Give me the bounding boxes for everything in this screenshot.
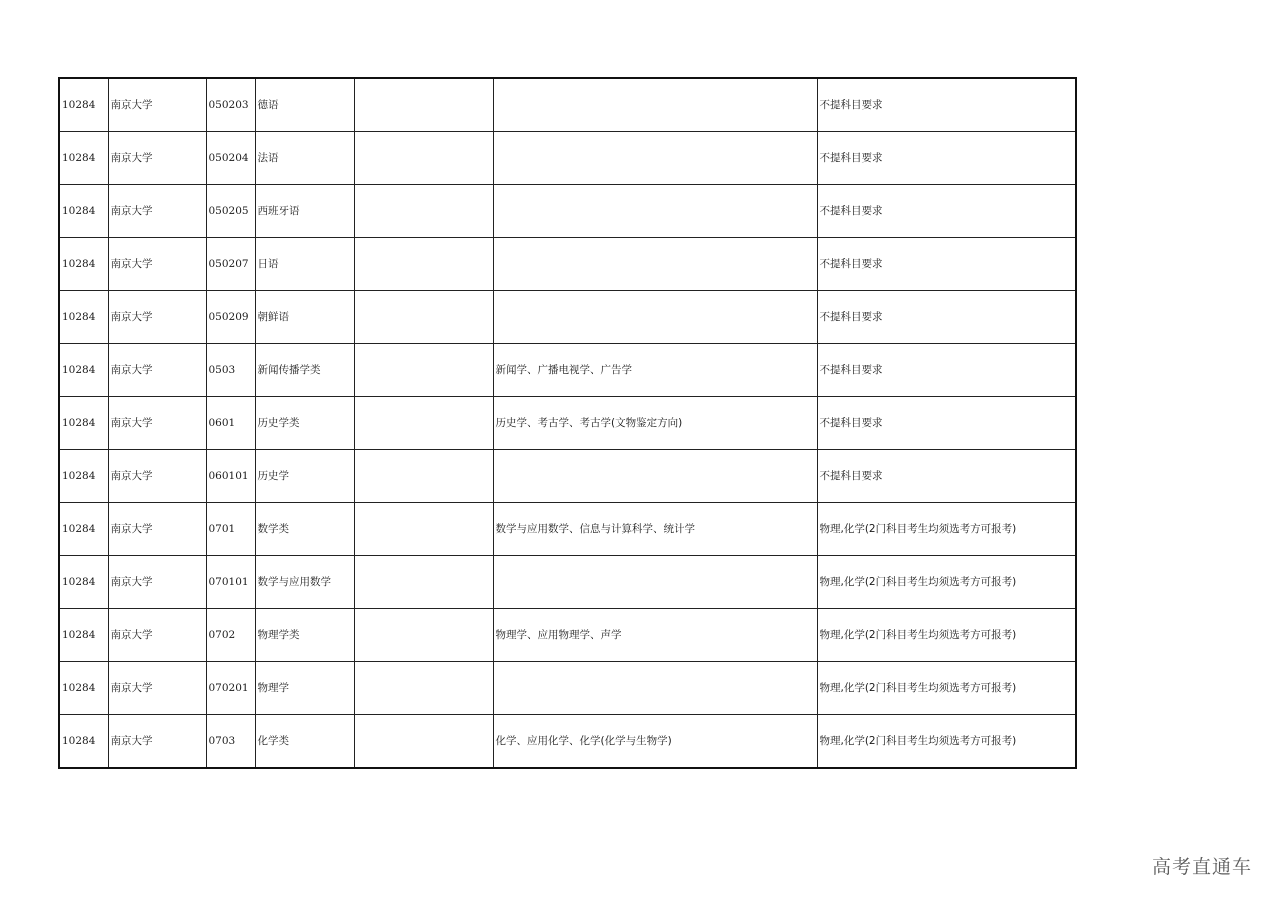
school-code-cell: 10284 [59,715,108,769]
school-name-cell: 南京大学 [108,238,206,291]
empty-cell [354,503,493,556]
subject-requirement-cell: 不提科目要求 [817,132,1076,185]
major-name-cell: 物理学 [255,662,354,715]
major-name-cell: 新闻传播学类 [255,344,354,397]
school-name-cell: 南京大学 [108,185,206,238]
empty-cell [354,450,493,503]
included-majors-cell [493,662,817,715]
empty-cell [354,291,493,344]
included-majors-cell: 化学、应用化学、化学(化学与生物学) [493,715,817,769]
empty-cell [354,132,493,185]
included-majors-cell [493,132,817,185]
major-code-cell: 0701 [206,503,255,556]
table-row [59,291,1076,344]
school-code-cell: 10284 [59,503,108,556]
major-code-cell: 0601 [206,397,255,450]
table-row [59,397,1076,450]
table-row [59,715,1076,769]
subject-requirement-cell: 不提科目要求 [817,344,1076,397]
included-majors-cell [493,185,817,238]
school-code-cell: 10284 [59,238,108,291]
major-code-cell: 050205 [206,185,255,238]
school-code-cell: 10284 [59,185,108,238]
table-row [59,132,1076,185]
major-name-cell: 朝鲜语 [255,291,354,344]
empty-cell [354,715,493,769]
table-body [59,78,1076,768]
school-code-cell: 10284 [59,132,108,185]
major-code-cell: 050203 [206,78,255,132]
table-row [59,609,1076,662]
subject-requirement-cell: 物理,化学(2门科目考生均须选考方可报考) [817,662,1076,715]
subject-requirement-cell: 不提科目要求 [817,185,1076,238]
major-name-cell: 化学类 [255,715,354,769]
school-name-cell: 南京大学 [108,132,206,185]
subject-requirement-cell: 不提科目要求 [817,291,1076,344]
included-majors-cell [493,556,817,609]
major-code-cell: 060101 [206,450,255,503]
school-name-cell: 南京大学 [108,397,206,450]
included-majors-cell [493,238,817,291]
major-code-cell: 050207 [206,238,255,291]
empty-cell [354,238,493,291]
school-name-cell: 南京大学 [108,556,206,609]
major-code-cell: 070101 [206,556,255,609]
table-row [59,662,1076,715]
watermark-text: 高考直通车 [1151,856,1252,878]
major-code-cell: 0703 [206,715,255,769]
school-name-cell: 南京大学 [108,344,206,397]
major-code-cell: 070201 [206,662,255,715]
major-name-cell: 法语 [255,132,354,185]
school-code-cell: 10284 [59,609,108,662]
empty-cell [354,609,493,662]
empty-cell [354,344,493,397]
school-name-cell: 南京大学 [108,662,206,715]
table-row [59,78,1076,132]
empty-cell [354,556,493,609]
subject-requirement-cell: 物理,化学(2门科目考生均须选考方可报考) [817,715,1076,769]
subject-requirement-table [58,77,1077,769]
subject-requirement-cell: 物理,化学(2门科目考生均须选考方可报考) [817,609,1076,662]
table-row [59,503,1076,556]
school-name-cell: 南京大学 [108,291,206,344]
included-majors-cell [493,291,817,344]
included-majors-cell: 历史学、考古学、考古学(文物鉴定方向) [493,397,817,450]
empty-cell [354,185,493,238]
included-majors-cell: 物理学、应用物理学、声学 [493,609,817,662]
school-code-cell: 10284 [59,78,108,132]
major-code-cell: 050204 [206,132,255,185]
included-majors-cell [493,450,817,503]
subject-requirement-cell: 不提科目要求 [817,397,1076,450]
major-name-cell: 西班牙语 [255,185,354,238]
major-code-cell: 050209 [206,291,255,344]
table-row [59,556,1076,609]
table-row [59,344,1076,397]
school-code-cell: 10284 [59,344,108,397]
table-row [59,450,1076,503]
subject-requirement-cell: 物理,化学(2门科目考生均须选考方可报考) [817,556,1076,609]
subject-requirement-cell: 不提科目要求 [817,78,1076,132]
school-name-cell: 南京大学 [108,609,206,662]
major-name-cell: 历史学 [255,450,354,503]
empty-cell [354,662,493,715]
subject-requirement-cell: 物理,化学(2门科目考生均须选考方可报考) [817,503,1076,556]
school-code-cell: 10284 [59,397,108,450]
major-code-cell: 0503 [206,344,255,397]
school-code-cell: 10284 [59,556,108,609]
empty-cell [354,78,493,132]
school-code-cell: 10284 [59,291,108,344]
major-name-cell: 德语 [255,78,354,132]
subject-requirement-cell: 不提科目要求 [817,450,1076,503]
major-code-cell: 0702 [206,609,255,662]
subject-requirement-cell: 不提科目要求 [817,238,1076,291]
major-name-cell: 日语 [255,238,354,291]
major-name-cell: 数学类 [255,503,354,556]
included-majors-cell [493,78,817,132]
included-majors-cell: 新闻学、广播电视学、广告学 [493,344,817,397]
table-row [59,185,1076,238]
school-name-cell: 南京大学 [108,78,206,132]
school-name-cell: 南京大学 [108,715,206,769]
school-code-cell: 10284 [59,662,108,715]
school-code-cell: 10284 [59,450,108,503]
table-row [59,238,1076,291]
major-name-cell: 历史学类 [255,397,354,450]
major-name-cell: 数学与应用数学 [255,556,354,609]
included-majors-cell: 数学与应用数学、信息与计算科学、统计学 [493,503,817,556]
school-name-cell: 南京大学 [108,503,206,556]
empty-cell [354,397,493,450]
school-name-cell: 南京大学 [108,450,206,503]
major-name-cell: 物理学类 [255,609,354,662]
